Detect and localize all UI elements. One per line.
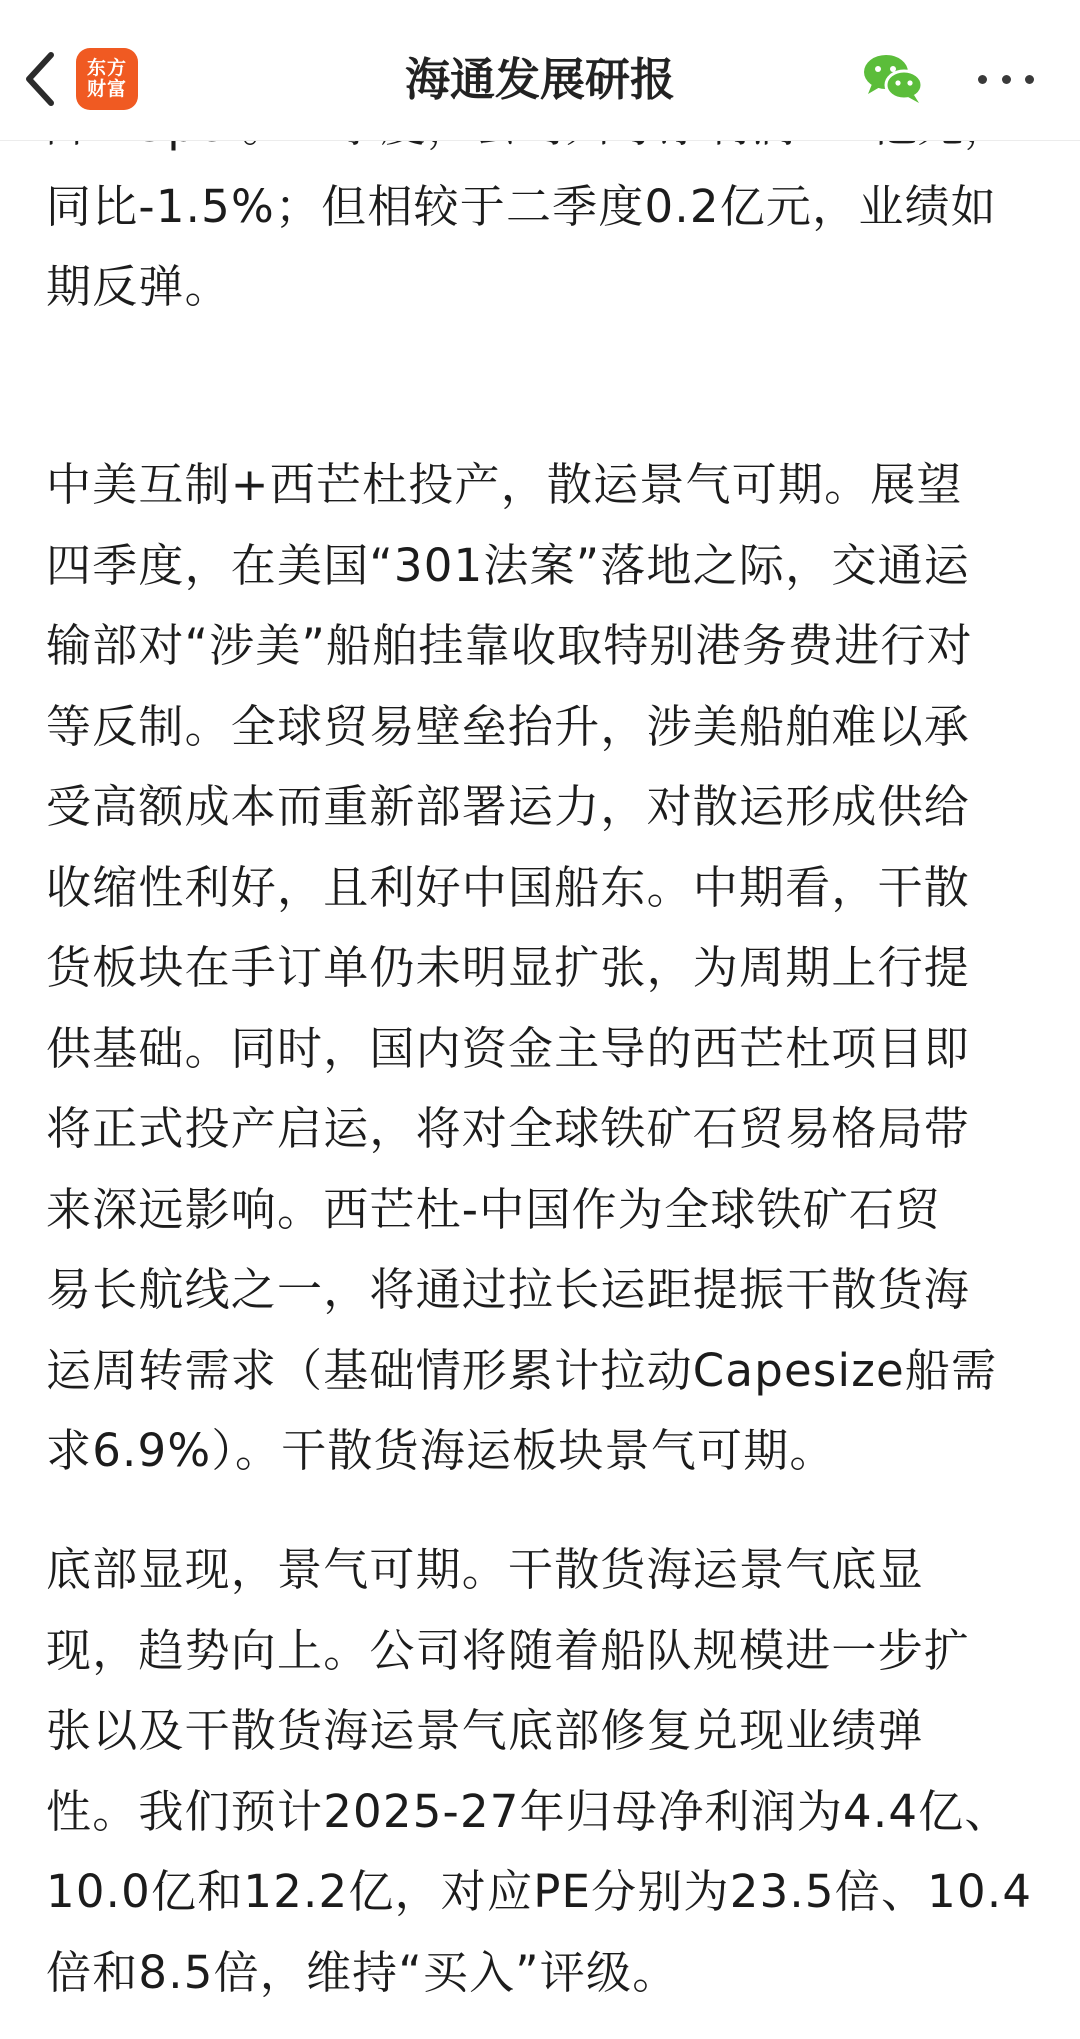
more-dots-icon[interactable] [978, 62, 1034, 96]
article-paragraph-2 [46, 445, 1044, 1492]
paragraph-line: 性。我们预计2025-27年归母净利润为4.4亿、 [46, 1784, 1011, 1838]
paragraph-line: 运周转需求（基础情形累计拉动Capesize船需 [46, 1343, 998, 1397]
paragraph-line: 张以及干散货海运景气底部修复兑现业绩弹 [46, 1704, 924, 1757]
page-title: 海通发展研报 [404, 53, 675, 106]
paragraph-line: 倍和8.5倍，维持“买入”评级。 [46, 1945, 679, 1999]
paragraph-line: 同比-1.5%；但相较于二季度0.2亿元，业绩如 [46, 179, 997, 233]
paragraph-line: 中美互制+西芒杜投产，散运景气可期。展望 [46, 458, 963, 511]
paragraph-line: 四季度，在美国“301法案”落地之际，交通运 [46, 538, 970, 592]
paragraph-line: 易长航线之一，将通过拉长运距提振干散货海 [46, 1263, 971, 1316]
top-nav-bar [0, 0, 1080, 141]
paragraph-line: 底部显现，景气可期。干散货海运景气底显 [46, 1543, 924, 1596]
paragraph-line: 现，趋势向上。公司将随着船队规模进一步扩 [46, 1623, 971, 1677]
dot-icon [1002, 75, 1011, 84]
paragraph-line: 10.0亿和12.2亿，对应PE分别为23.5倍、10.4 [46, 1865, 1033, 1918]
app-logo[interactable]: 东方 财富 [76, 48, 138, 110]
dot-icon [978, 75, 987, 84]
dot-icon [1025, 75, 1034, 84]
paragraph-line: 收缩性利好，且利好中国船东。中期看，干散 [46, 860, 971, 914]
paragraph-line: 供基础。同时，国内资金主导的西芒杜项目即 [46, 1021, 971, 1075]
paragraph-line: 期反弹。 [46, 260, 231, 313]
article-paragraph-3 [46, 1530, 1044, 2013]
paragraph-line: 货板块在手订单仍未明显扩张，为周期上行提 [46, 941, 971, 994]
paragraph-line: 求6.9%）。干散货海运板块景气可期。 [46, 1424, 836, 1477]
paragraph-line: 受高额成本而重新部署运力，对散运形成供给 [46, 780, 971, 833]
paragraph-line: 来深远影响。西芒杜-中国作为全球铁矿石贸 [46, 1182, 942, 1236]
paragraph-line: 输部对“涉美”船舶挂靠收取特别港务费进行对 [46, 619, 973, 672]
wechat-icon[interactable] [862, 52, 924, 104]
paragraph-line: 将正式投产启运，将对全球铁矿石贸易格局带 [46, 1102, 971, 1155]
paragraph-line: 等反制。全球贸易壁垒抬升，涉美船舶难以承 [46, 699, 971, 753]
